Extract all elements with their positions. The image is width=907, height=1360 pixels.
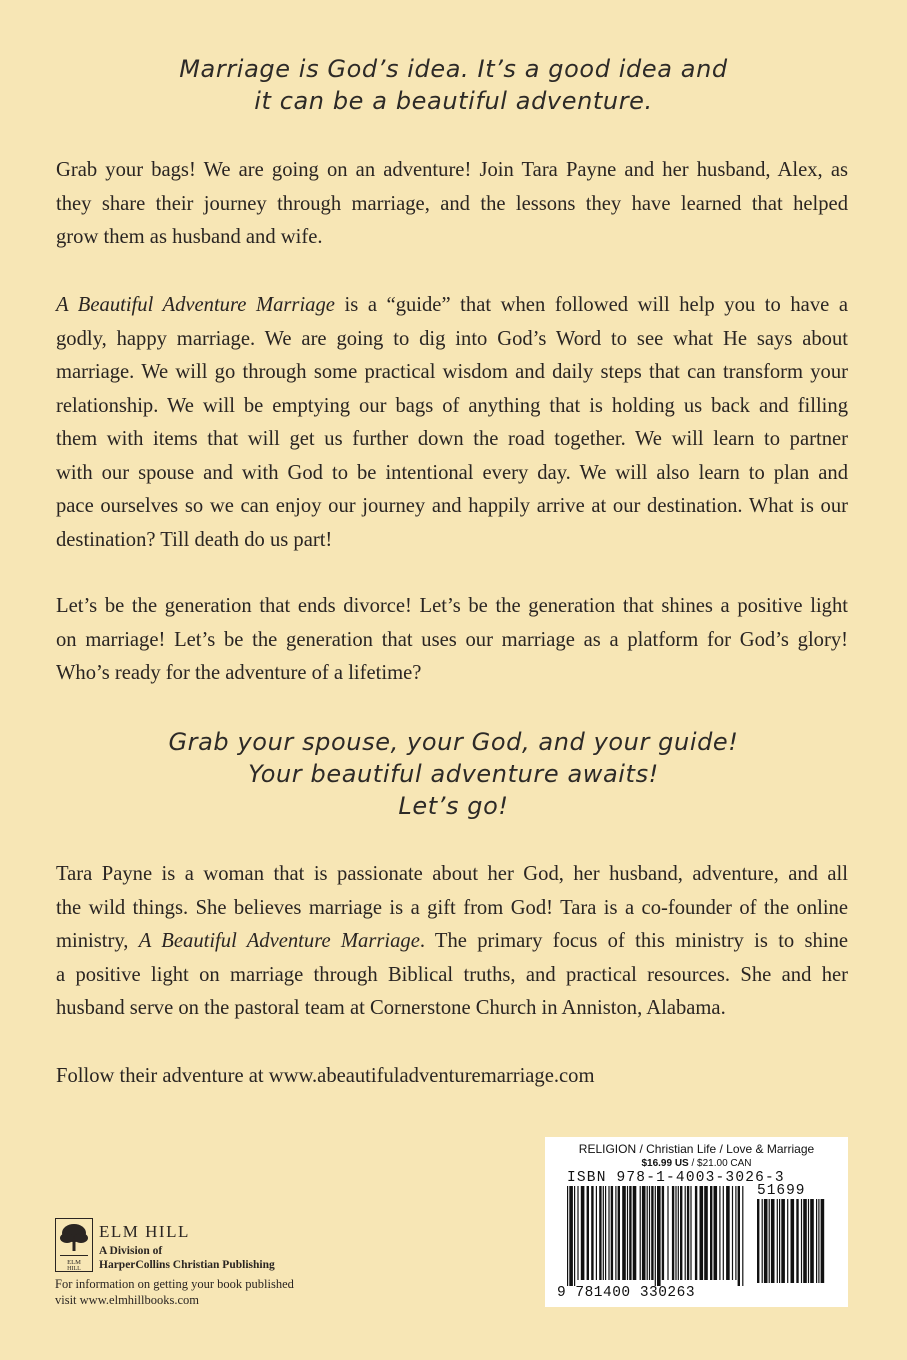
top-tagline <box>0 53 907 117</box>
publisher-info-line-2: visit www.elmhillbooks.com <box>55 1293 199 1307</box>
barcode-bar <box>781 1199 785 1283</box>
barcode-bar <box>599 1186 601 1280</box>
paragraph-line: Who’s ready for the adventure of a lifetime? <box>56 662 422 684</box>
barcode-bar <box>771 1199 775 1283</box>
barcode-bar <box>577 1186 578 1280</box>
barcode-bar <box>714 1186 718 1280</box>
elm-hill-logo <box>55 1218 93 1272</box>
barcode-bar <box>803 1199 807 1283</box>
publisher-info-line-1: For information on getting your book published <box>55 1277 294 1291</box>
barcode-bar <box>581 1186 585 1280</box>
addon-barcode <box>757 1199 829 1293</box>
barcode-bar <box>608 1186 609 1280</box>
barcode-bar <box>735 1186 736 1280</box>
barcode-bar <box>687 1186 689 1280</box>
book-category: RELIGION / Christian Life / Love & Marriage <box>578 1142 815 1156</box>
top-tagline-line-2: it can be a beautiful adventure. <box>254 87 653 115</box>
ean-barcode <box>567 1186 747 1286</box>
paragraph-line: Tara Payne is a woman that is passionate about her God, her husband, adventure, and all <box>56 863 848 885</box>
middle-tagline-line-1: Grab your spouse, your God, and your guide! <box>168 728 739 756</box>
barcode-bar <box>779 1199 780 1283</box>
paragraph-line <box>56 289 848 323</box>
barcode-bar <box>605 1186 606 1280</box>
barcode-bar <box>821 1199 825 1283</box>
barcode-bar <box>633 1186 637 1280</box>
svg-text:ELM: ELM <box>67 1259 81 1266</box>
follow-text: Follow their adventure at www.abeautifuladventuremarriage.com <box>56 1065 595 1087</box>
barcode-bar <box>672 1186 674 1280</box>
paragraph-line: pace ourselves so we can enjoy our journey and happily arrive at our destination. What is our <box>56 495 848 517</box>
paragraph-line-pre: ministry, <box>56 930 139 952</box>
ministry-title-italic: A Beautiful Adventure Marriage <box>138 930 420 952</box>
barcode-bar <box>647 1186 648 1280</box>
paragraph-line: destination? Till death do us part! <box>56 528 333 551</box>
generation-paragraph <box>56 590 848 691</box>
barcode-bar <box>695 1186 697 1280</box>
barcode-bar <box>587 1186 589 1280</box>
barcode-bar <box>657 1186 661 1286</box>
barcode-bar <box>640 1186 641 1280</box>
barcode-bar <box>627 1186 628 1280</box>
price-can: / $21.00 CAN <box>688 1158 752 1169</box>
barcode-bar <box>611 1186 613 1280</box>
top-tagline-line-1: Marriage is God’s idea. It’s a good idea and <box>179 55 728 83</box>
barcode-bar <box>567 1186 568 1286</box>
barcode-bar <box>808 1199 809 1283</box>
barcode-bar <box>719 1186 720 1280</box>
barcode-bar <box>777 1199 778 1283</box>
paragraph-line: Let’s be the generation that ends divorce! Let’s be the generation that shines a positive light <box>56 595 848 617</box>
guide-paragraph <box>56 289 848 557</box>
barcode-bar <box>675 1186 676 1280</box>
barcode-bar <box>649 1186 650 1280</box>
barcode-bar <box>801 1199 802 1283</box>
barcode-bar <box>667 1186 668 1280</box>
barcode-bar <box>738 1186 740 1286</box>
barcode-bar <box>710 1186 712 1280</box>
paragraph-line: they share their journey through marriage, and the lessons they have learned that helped <box>56 192 848 215</box>
barcode-bar <box>678 1186 679 1280</box>
barcode-bar <box>704 1186 708 1280</box>
paragraph-line: husband serve on the pastoral team at Cornerstone Church in Anniston, Alabama. <box>56 997 726 1019</box>
barcode-bar <box>787 1199 788 1283</box>
barcode-bar <box>622 1186 626 1280</box>
middle-tagline-line-2: Your beautiful adventure awaits! <box>248 760 659 788</box>
barcode-bar <box>762 1199 763 1283</box>
barcode-bar <box>742 1186 743 1286</box>
isbn-label: ISBN 978-1-4003-3026-3 <box>567 1170 785 1186</box>
paragraph-line: grow them as husband and wife. <box>56 226 323 248</box>
paragraph-line <box>56 925 848 959</box>
barcode-bar <box>818 1199 819 1283</box>
paragraph-line-rest: is a “guide” that when followed will help you to have a <box>334 294 848 316</box>
paragraph-line: Grab your bags! We are going on an adventure! Join Tara Payne and her husband, Alex, as <box>56 159 848 181</box>
paragraph-line: marriage. We will go through some practical wisdom and daily steps that can transform your <box>56 361 848 383</box>
barcode-box <box>545 1137 848 1307</box>
paragraph-line: godly, happy marriage. We are going to dig into God’s Word to see what He says about <box>56 327 848 350</box>
barcode-bar <box>732 1186 733 1280</box>
barcode-bar <box>685 1186 686 1280</box>
price-us: $16.99 US <box>641 1158 689 1169</box>
barcode-bar <box>757 1199 759 1283</box>
barcode-bar <box>574 1186 575 1286</box>
intro-paragraph <box>56 154 848 255</box>
barcode-bar <box>769 1199 770 1283</box>
paragraph-line: the wild things. She believes marriage is a gift from God! Tara is a co-founder of the online <box>56 896 848 919</box>
barcode-bar <box>618 1186 620 1280</box>
paragraph-line-post: . The primary focus of this ministry is to shine <box>419 930 849 952</box>
middle-tagline-line-3: Let’s go! <box>398 792 509 820</box>
barcode-bar <box>726 1186 730 1280</box>
barcode-bar <box>629 1186 631 1280</box>
publisher-name: ELM HILL <box>99 1222 190 1241</box>
paragraph-line: with our spouse and with God to be intentional every day. We will also learn to plan and <box>56 461 848 484</box>
barcode-bar <box>723 1186 724 1280</box>
barcode-bar <box>651 1186 653 1280</box>
barcode-bar <box>810 1199 814 1283</box>
ean-digits: 9 781400 330263 <box>557 1285 696 1301</box>
barcode-bar <box>796 1199 798 1283</box>
barcode-bar <box>615 1186 616 1280</box>
follow-paragraph <box>56 1060 848 1094</box>
publisher-division-line-2: HarperCollins Christian Publishing <box>99 1259 275 1271</box>
barcode-bar <box>690 1186 691 1280</box>
paragraph-line: on marriage! Let’s be the generation that uses our marriage as a platform for God’s glory! <box>56 628 848 651</box>
barcode-bar <box>680 1186 682 1280</box>
author-bio-paragraph <box>56 858 848 1026</box>
paragraph-line: them with items that will get us further down the road together. We will learn to partner <box>56 428 848 450</box>
publisher-division-line-1: A Division of <box>99 1245 163 1257</box>
barcode-bar <box>591 1186 593 1280</box>
barcode-bar <box>569 1186 573 1286</box>
svg-text:HILL: HILL <box>67 1266 81 1271</box>
barcode-bar <box>603 1186 604 1280</box>
middle-tagline <box>0 726 907 822</box>
barcode-bar <box>596 1186 597 1280</box>
barcode-bar <box>655 1186 656 1286</box>
barcode-bar <box>764 1199 768 1283</box>
tree-icon <box>56 1219 92 1271</box>
barcode-bar <box>791 1199 795 1283</box>
price-line <box>545 1158 848 1169</box>
barcode-bar <box>662 1186 664 1280</box>
book-title-italic: A Beautiful Adventure Marriage <box>56 294 335 316</box>
barcode-bar <box>700 1186 704 1280</box>
barcode-bar <box>816 1199 817 1283</box>
paragraph-line: a positive light on marriage through Biblical truths, and practical resources. She and her <box>56 963 848 986</box>
paragraph-line: relationship. We will be emptying our bags of anything that is holding us back and filling <box>56 394 848 417</box>
barcode-bar <box>642 1186 646 1280</box>
price-code: 51699 <box>757 1183 806 1199</box>
